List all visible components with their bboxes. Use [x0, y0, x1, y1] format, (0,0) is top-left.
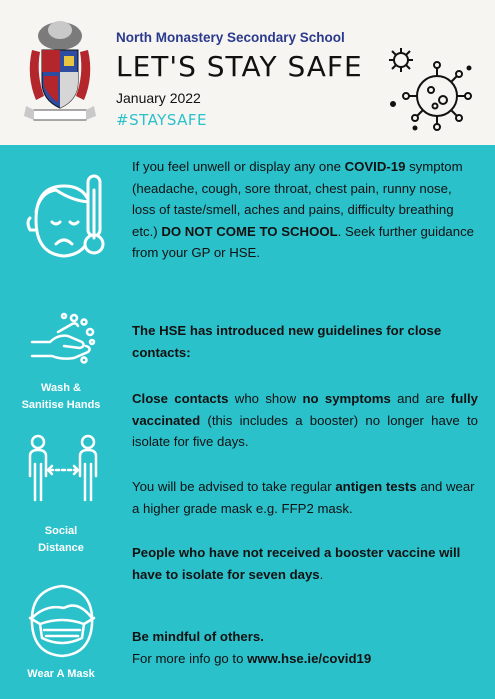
distance-label-line1: Social	[44, 525, 78, 537]
fully-vaccinated-bold: fully vaccinated	[132, 391, 478, 428]
more-info-text: For more info go to	[132, 651, 248, 666]
social-distance-icon	[26, 432, 100, 506]
guidelines-heading: The HSE has introduced new guidelines for close contacts:	[132, 323, 442, 360]
more-info-line	[132, 648, 478, 670]
page-title: LET'S STAY SAFE	[116, 50, 363, 83]
date: January 2022	[116, 90, 201, 106]
virus-icon	[385, 44, 475, 134]
symptoms-text-2: symptom (headache, cough, sore throat, chest pain, runny nose, loss of taste/smell, aches and pains, difficulty breathing etc.)	[132, 159, 463, 239]
washing-hands-icon	[28, 312, 98, 368]
header	[0, 0, 495, 145]
mask-label: Wear A Mask	[27, 668, 95, 680]
antigen-text-1: You will be advised to take regular	[132, 479, 336, 494]
symptoms-paragraph	[132, 156, 478, 264]
close-contacts-paragraph	[132, 388, 478, 453]
booster-bold: People who have not received a booster vaccine will have to isolate for seven days	[132, 545, 461, 582]
wash-label-line2: Sanitise Hands	[21, 399, 101, 411]
symptoms-covid: COVID-19	[344, 159, 406, 174]
symptoms-text-3: . Seek further guidance from your GP or HSE.	[132, 223, 474, 260]
school-crest-icon	[22, 16, 98, 122]
booster-period: .	[319, 566, 324, 582]
antigen-text-2: and wear a higher grade mask e.g. FFP2 mask.	[132, 479, 475, 516]
close-contacts-bold: Close contacts	[132, 391, 229, 406]
wash-label-line1: Wash &	[41, 382, 81, 394]
antigen-paragraph	[132, 476, 478, 519]
symptoms-do-not-come: DO NOT COME TO SCHOOL	[161, 223, 338, 239]
close-contacts-text-3: (this includes a booster) no longer have to isolate for five days.	[132, 412, 478, 449]
distance-label-line2: Distance	[38, 542, 84, 554]
no-symptoms-bold: no symptoms	[302, 391, 391, 406]
close-contacts-text-1: who show	[228, 391, 303, 406]
hashtag: #STAYSAFE	[116, 111, 208, 129]
school-name: North Monastery Secondary School	[116, 30, 345, 45]
hse-link[interactable]: www.hse.ie/covid19	[247, 651, 372, 666]
unwell-person-thermometer-icon	[22, 172, 108, 264]
mindful-line: Be mindful of others.	[132, 629, 264, 644]
symptoms-text-1: If you feel unwell or display any one	[132, 159, 345, 174]
face-mask-icon	[20, 578, 104, 658]
close-contacts-text-2: and are	[390, 391, 451, 406]
antigen-tests-bold: antigen tests	[335, 479, 417, 494]
booster-paragraph	[132, 542, 478, 585]
